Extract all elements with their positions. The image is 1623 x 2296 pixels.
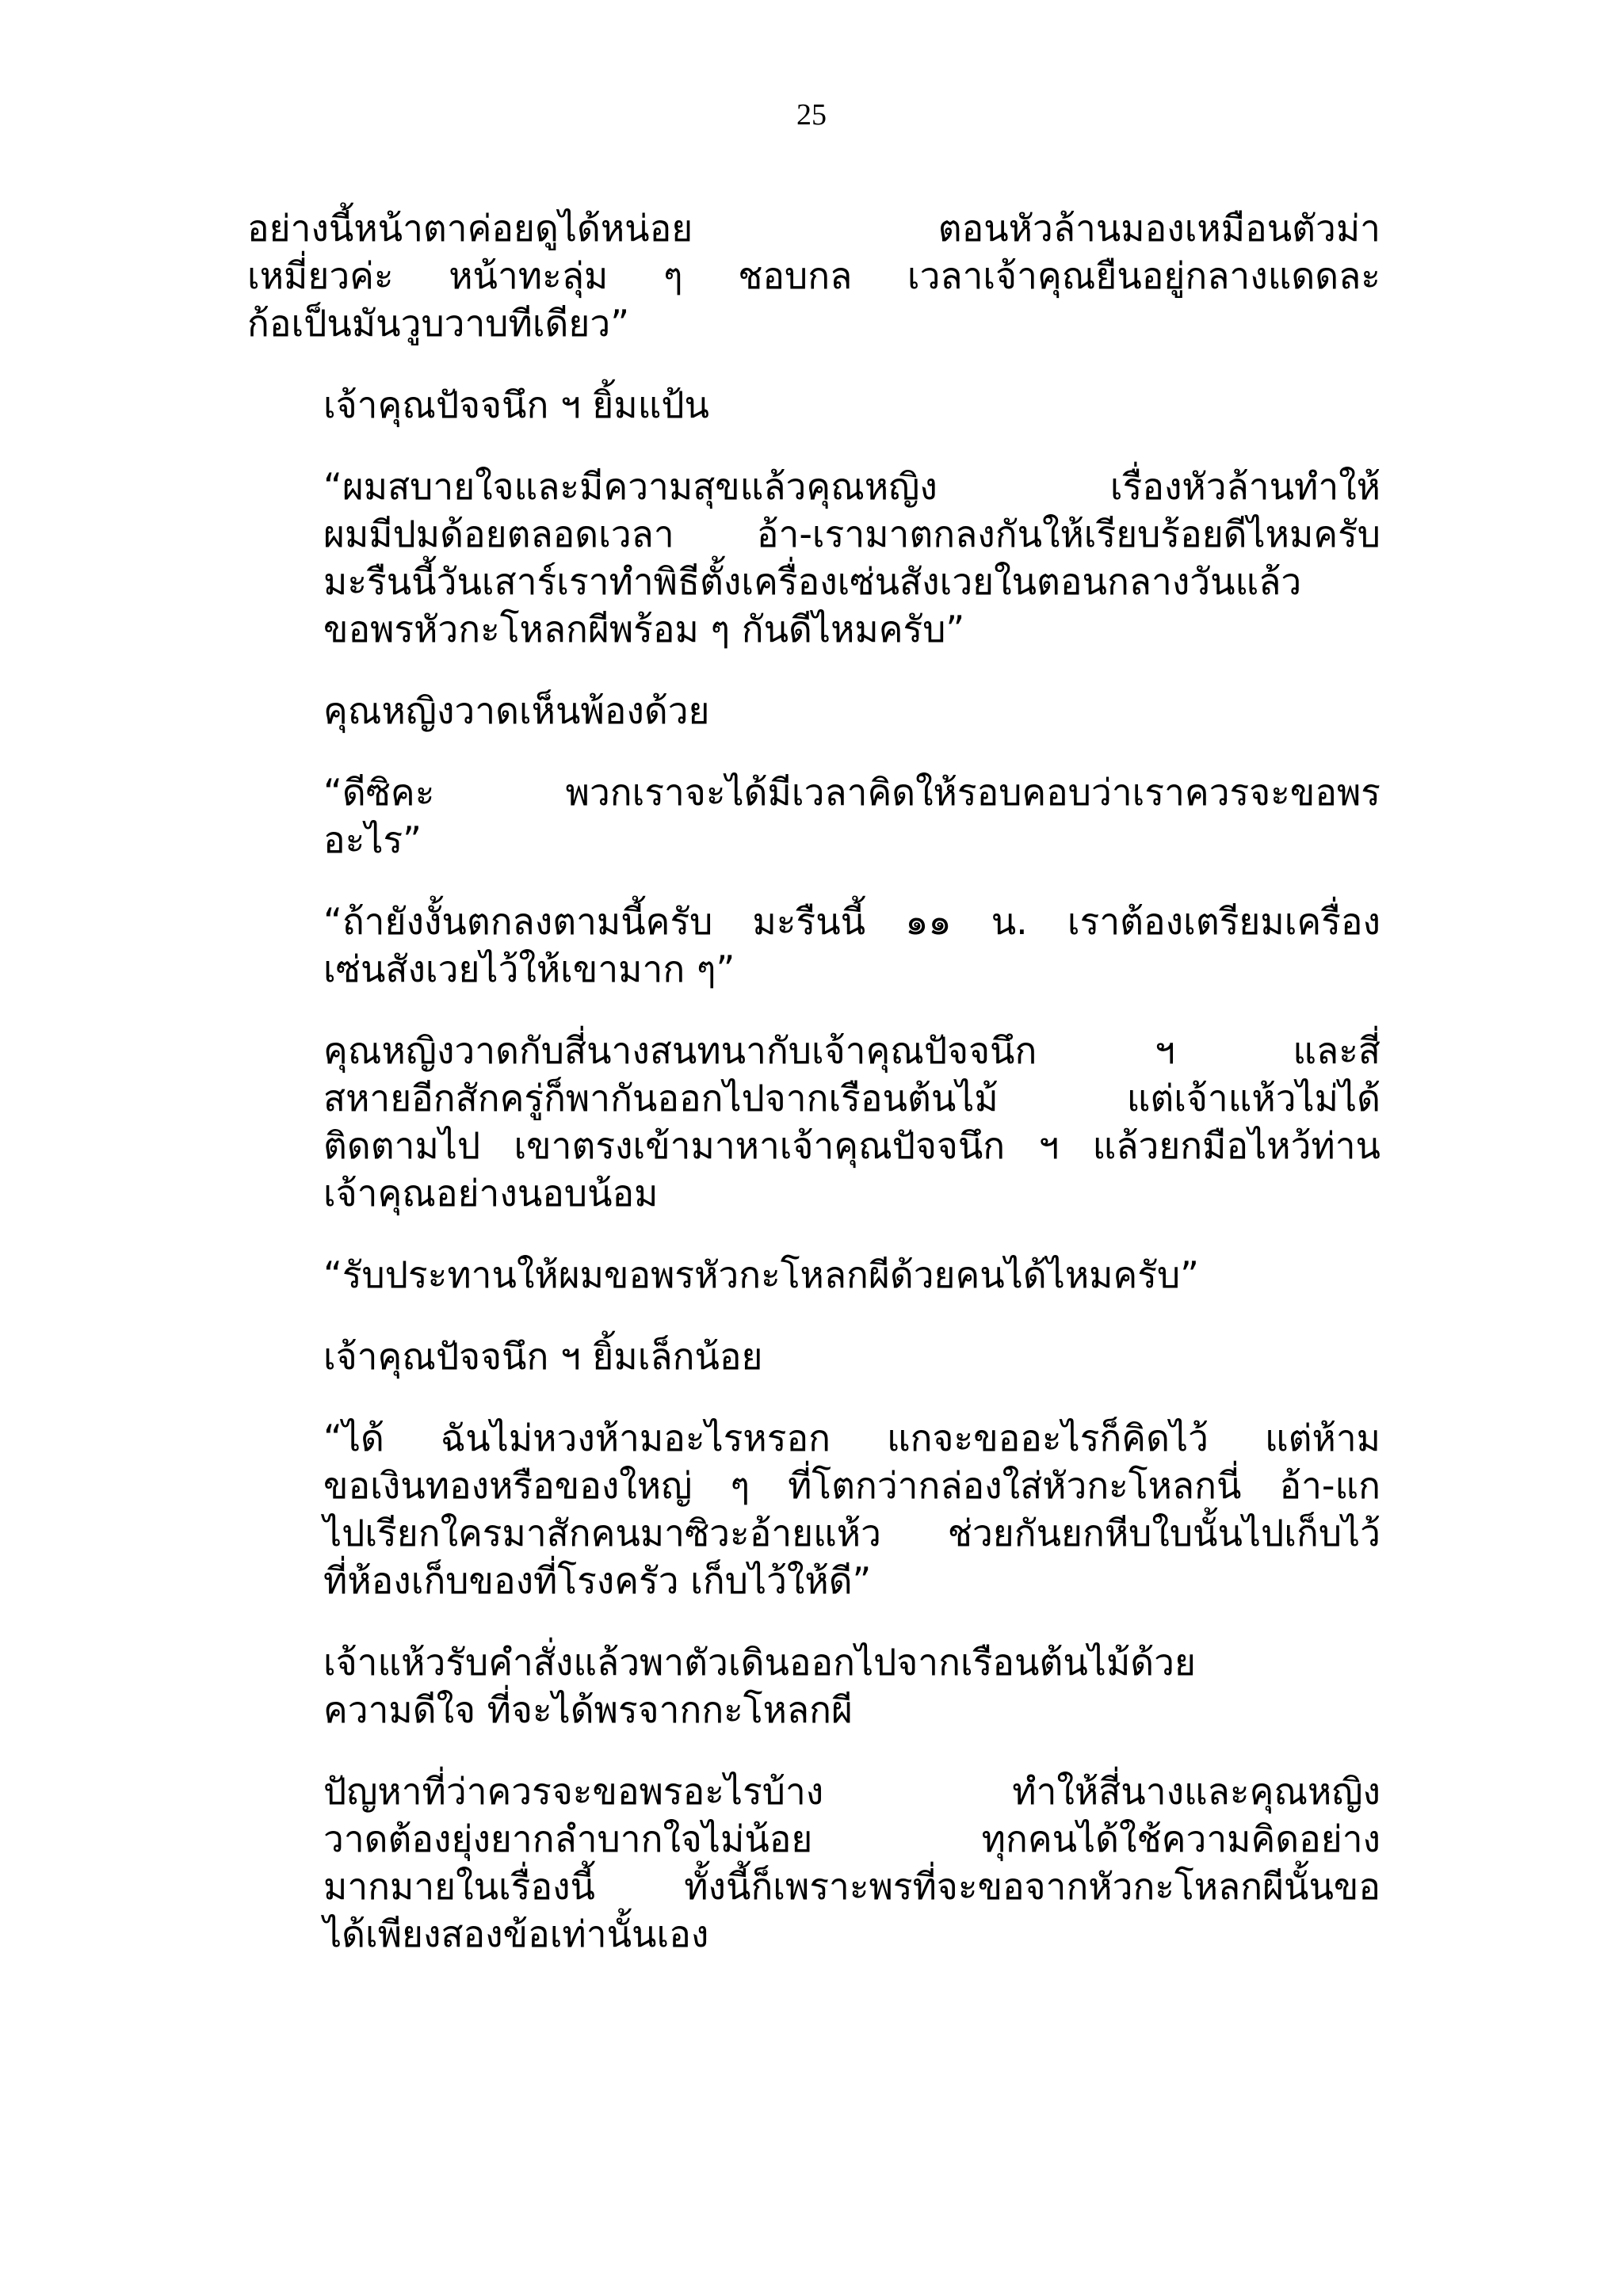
text-line: เจ้าคุณปัจจนึก ฯ ยิ้มแป้น <box>323 383 709 426</box>
text-line: “ผมสบายใจและมีความสุขแล้วคุณหญิง เรื่องหัวล้านทำให้ <box>323 465 1381 508</box>
text-line: ปัญหาที่ว่าควรจะขอพรอะไรบ้าง ทำให้สี่นางและคุณหญิง <box>323 1770 1381 1813</box>
paragraph <box>247 1638 1381 1733</box>
text-line: ก้อเป็นมันวูบวาบทีเดียว” <box>247 302 630 345</box>
text-line: ติดตามไป เขาตรงเข้ามาหาเจ้าคุณปัจจนึก ฯ แล้วยกมือไหว้ท่าน <box>323 1124 1381 1167</box>
paragraph <box>247 204 1381 347</box>
text-line: วาดต้องยุ่งยากลำบากใจไม่น้อย ทุกคนได้ใช้ความคิดอย่าง <box>323 1817 1381 1860</box>
text-line: “ดีซิคะ พวกเราจะได้มีเวลาคิดให้รอบคอบว่าเราควรจะขอพร <box>323 771 1381 814</box>
text-line: เจ้าคุณอย่างนอบน้อม <box>323 1172 659 1215</box>
paragraph <box>247 1768 1381 1958</box>
text-line: เซ่นสังเวยไว้ให้เขามาก ๆ” <box>323 948 735 990</box>
text-line: ขอพรหัวกะโหลกผีพร้อม ๆ กันดีไหมครับ” <box>323 608 965 650</box>
text-line: สหายอีกสักครู่ก็พากันออกไปจากเรือนต้นไม้ แต่เจ้าแห้วไม่ได้ <box>323 1077 1381 1119</box>
text-line: “ถ้ายังงั้นตกลงตามนี้ครับ มะรืนนี้ ๑๑ น. เราต้องเตรียมเครื่อง <box>323 900 1381 943</box>
text-line: ผมมีปมด้อยตลอดเวลา อ้า-เรามาตกลงกันให้เรียบร้อยดีไหมครับ <box>323 513 1381 555</box>
text-line: “รับประทานให้ผมขอพรหัวกะโหลกผีด้วยคนได้ไหมครับ” <box>323 1253 1200 1296</box>
text-line: ได้เพียงสองข้อเท่านั้นเอง <box>323 1913 709 1955</box>
paragraph <box>247 1027 1381 1217</box>
text-line: อะไร” <box>323 818 422 861</box>
text-line: เจ้าคุณปัจจนึก ฯ ยิ้มเล็กน้อย <box>323 1335 763 1378</box>
text-line: เหมี่ยวค่ะ หน้าทะลุ่ม ๆ ชอบกล เวลาเจ้าคุณยืนอยู่กลางแดดละ <box>247 254 1381 297</box>
paragraph <box>247 381 1381 429</box>
text-line: ขอเงินทองหรือของใหญ่ ๆ ที่โตกว่ากล่องใส่หัวกะโหลกนี่ อ้า-แก <box>323 1464 1381 1507</box>
paragraph <box>247 898 1381 993</box>
text-line: ความดีใจ ที่จะได้พรจากกะโหลกผี <box>323 1688 853 1731</box>
paragraph <box>247 1251 1381 1299</box>
text-line: ไปเรียกใครมาสักคนมาซิวะอ้ายแห้ว ช่วยกันยกหีบใบนั้นไปเก็บไว้ <box>323 1512 1381 1554</box>
text-line: คุณหญิงวาดกับสี่นางสนทนากับเจ้าคุณปัจจนึก ฯ และสี่ <box>323 1029 1381 1072</box>
text-line: มะรืนนี้วันเสาร์เราทำพิธีตั้งเครื่องเซ่นสังเวยในตอนกลางวันแล้ว <box>323 560 1302 603</box>
paragraph <box>247 769 1381 864</box>
paragraph <box>247 1414 1381 1604</box>
text-line: คุณหญิงวาดเห็นพ้องด้วย <box>323 689 710 732</box>
text-line: ที่ห้องเก็บของที่โรงครัว เก็บไว้ให้ดี” <box>323 1559 872 1602</box>
text-line: มากมายในเรื่องนี้ ทั้งนี้ก็เพราะพรที่จะขอจากหัวกะโหลกผีนั้นขอ <box>323 1865 1381 1908</box>
text-line: อย่างนี้หน้าตาค่อยดูได้หน่อย ตอนหัวล้านมองเหมือนตัวม่า <box>247 207 1381 250</box>
body-text <box>247 204 1381 1992</box>
text-line: “ได้ ฉันไม่หวงห้ามอะไรหรอก แกจะขออะไรก็คิดไว้ แต่ห้าม <box>323 1417 1381 1459</box>
text-line: เจ้าแห้วรับคำสั่งแล้วพาตัวเดินออกไปจากเรือนต้นไม้ด้วย <box>323 1641 1196 1684</box>
paragraph <box>247 1333 1381 1380</box>
paragraph <box>247 463 1381 653</box>
page-number: 25 <box>796 98 827 132</box>
paragraph <box>247 687 1381 734</box>
